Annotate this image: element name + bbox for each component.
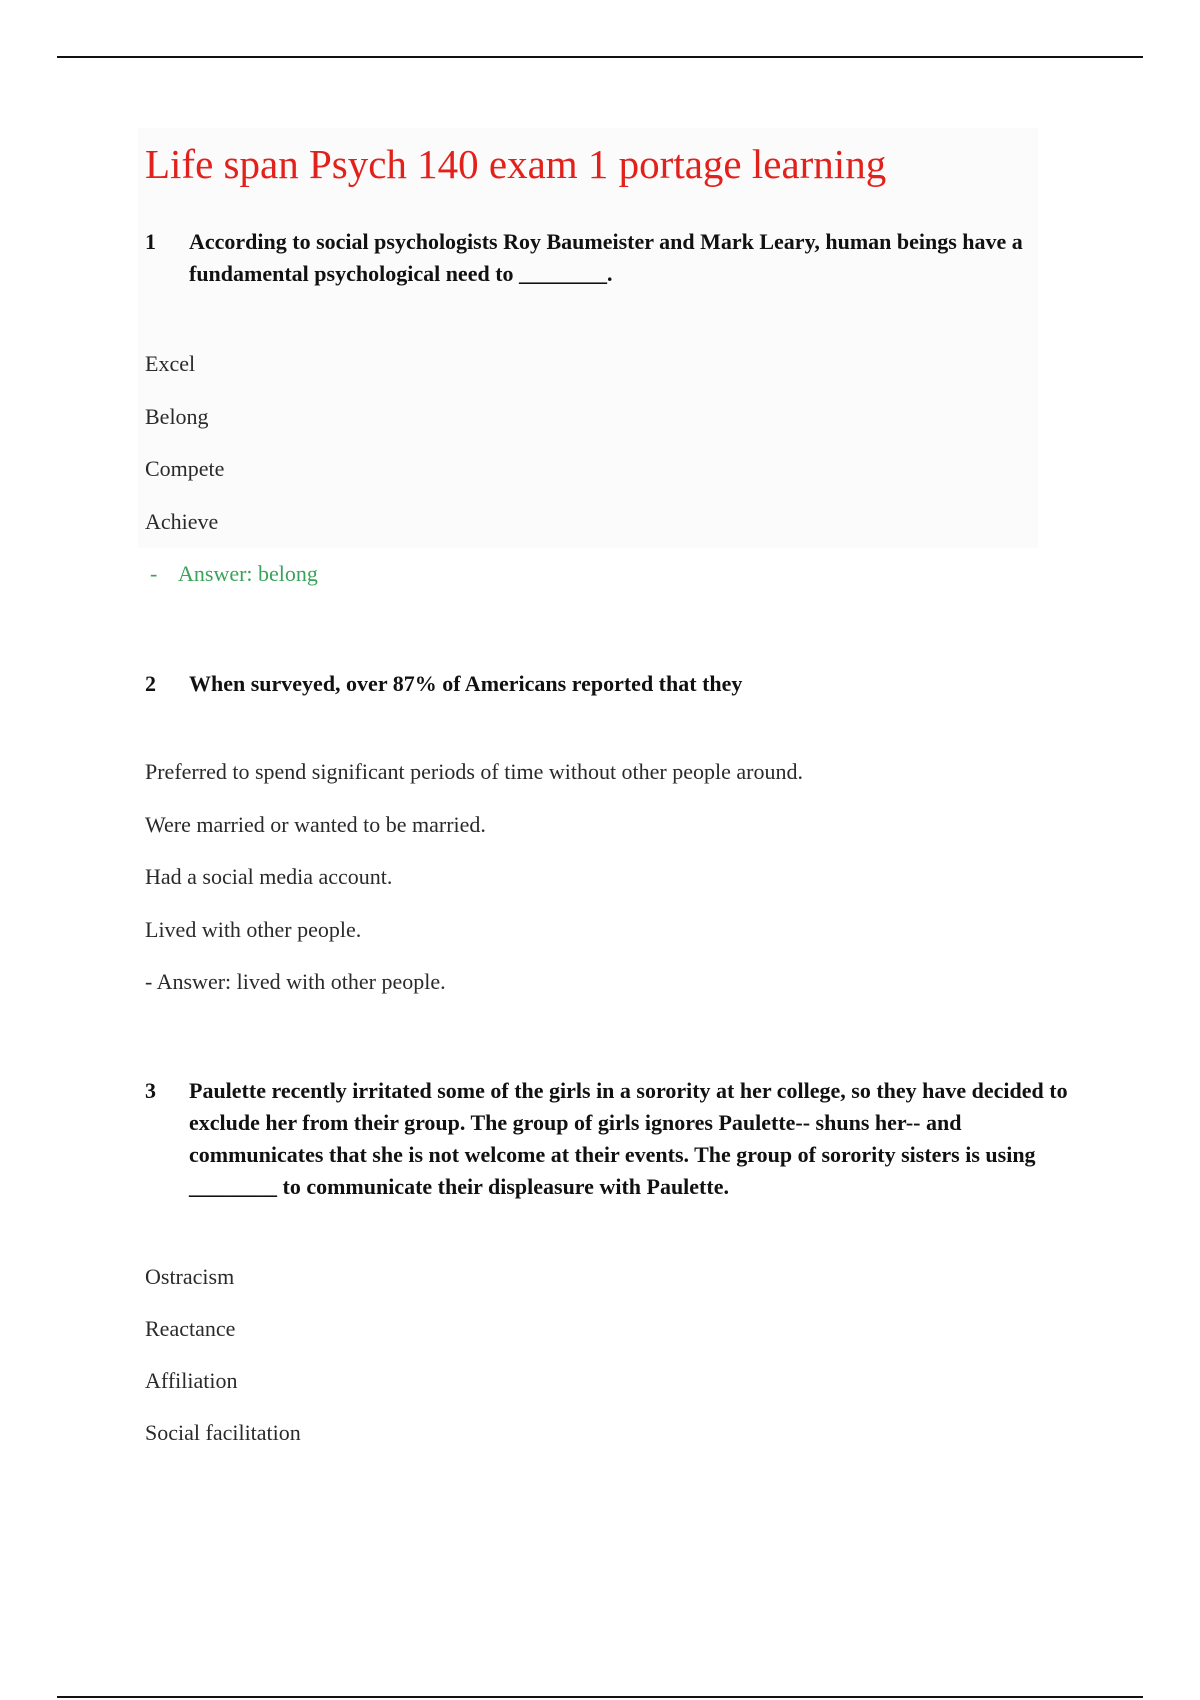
- question-number: 3: [145, 1078, 156, 1103]
- option-1b: Belong: [145, 404, 209, 429]
- option-2b: Were married or wanted to be married.: [145, 812, 486, 837]
- document-title: Life span Psych 140 exam 1 portage learning: [145, 141, 887, 187]
- answer-dash: -: [150, 561, 158, 586]
- option-3c: Affiliation: [145, 1368, 238, 1393]
- option-3a: Ostracism: [145, 1264, 235, 1289]
- option-2a: Preferred to spend significant periods of time without other people around.: [145, 759, 803, 784]
- question-text: According to social psychologists Roy Baumeister and Mark Leary, human beings have a fundamental psychological need to ________.: [189, 229, 1023, 286]
- option-3b: Reactance: [145, 1316, 236, 1341]
- option-2d: Lived with other people.: [145, 917, 362, 942]
- question-text: Paulette recently irritated some of the girls in a sorority at her college, so they have decided to exclude her from their group. The group of girls ignores Paulette-- shuns her-- and communicates that she is not welcome at their events. The group of sorority sisters is using ________ to communicate their displeasure with Paulette.: [189, 1078, 1068, 1199]
- question-number: 1: [145, 229, 156, 254]
- option-3d: Social facilitation: [145, 1420, 301, 1445]
- question-number: 2: [145, 671, 156, 696]
- footer-rule: [57, 1696, 1143, 1698]
- question-3: [145, 1075, 1085, 1203]
- answer-text: Answer: belong: [178, 561, 318, 586]
- option-1c: Compete: [145, 456, 225, 481]
- option-1d: Achieve: [145, 509, 219, 534]
- question-text: When surveyed, over 87% of Americans reported that they: [189, 671, 743, 696]
- option-1a: Excel: [145, 351, 196, 376]
- question-1: [145, 226, 1085, 290]
- question-2: [145, 668, 1085, 700]
- question-background-shade: [138, 128, 1038, 548]
- option-2c: Had a social media account.: [145, 864, 393, 889]
- answer-1: [150, 560, 318, 588]
- header-rule: [57, 56, 1143, 58]
- answer-2: - Answer: lived with other people.: [145, 969, 446, 994]
